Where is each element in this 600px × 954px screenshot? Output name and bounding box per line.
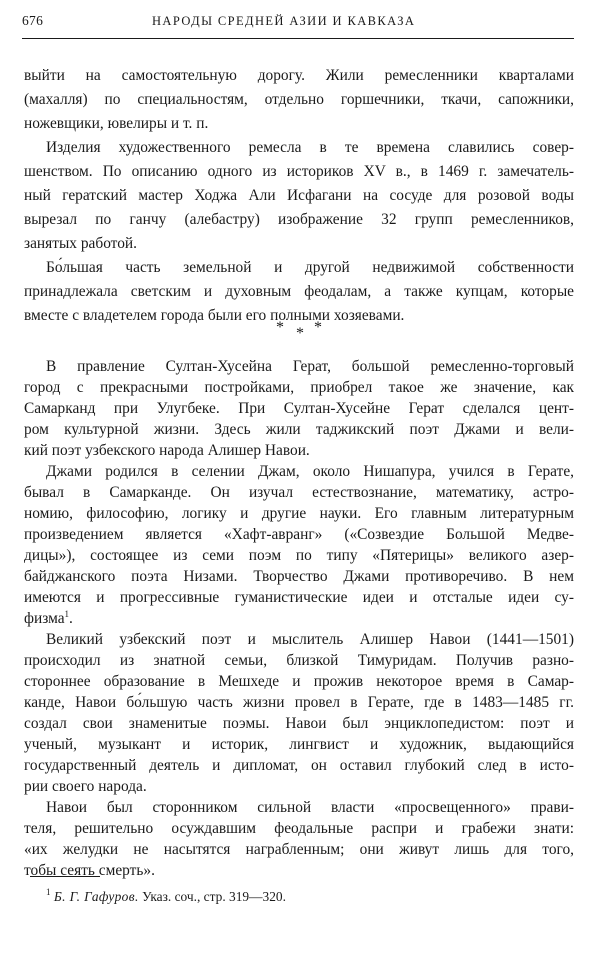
text-line: канде, Навои бо́льшую часть жизни провел в Герате, где в 1483—1485 гг. — [24, 694, 574, 711]
text-line: вместе с владетелем города были его полными хозяевами. — [24, 307, 405, 324]
text-line: Самарканд при Улугбеке. При Султан-Хусейне Герат сделался цент- — [24, 400, 574, 417]
page-number: 676 — [22, 13, 44, 28]
footnote — [46, 888, 286, 906]
text-line: вырезал по ганчу (алебастру) изображение 32 групп ремесленников, — [24, 211, 574, 228]
text-line: ром культурной жизни. Здесь жили таджикский поэт Джами и вели- — [24, 421, 574, 438]
text-line: произведением является «Хафт-авранг» («Созвездие Большой Медве- — [24, 526, 574, 543]
page-header — [22, 10, 574, 32]
text-line: выйти на самостоятельную дорогу. Жили ремесленники кварталами — [24, 67, 574, 84]
running-title: НАРОДЫ СРЕДНЕЙ АЗИИ И КАВКАЗА — [152, 14, 416, 28]
text-line: «их желудки не насытятся награбленным; они живут лишь для того, — [24, 841, 574, 858]
text-line: государственный деятель и дипломат, он оставил глубокий след в исто- — [24, 757, 574, 774]
text-line: принадлежала светским и духовным феодалам, а также купцам, которые — [24, 283, 574, 300]
text-line: номию, философию, логику и другие науки. Его главным литературным — [24, 505, 574, 522]
asterisk: * — [276, 319, 284, 336]
text-line: Навои был сторонником сильной власти «просвещенного» прави- — [46, 799, 574, 816]
text-line: Великий узбекский поэт и мыслитель Алишер Навои (1441—1501) — [46, 631, 574, 648]
footnote-text: Указ. соч., стр. 319—320. — [142, 889, 286, 904]
footnote-ref[interactable]: 1 — [64, 609, 70, 619]
text-line: В правление Султан-Хусейна Герат, большой ремесленно-торговый — [46, 358, 574, 375]
footnote-rule — [30, 876, 100, 877]
text-fragment: физма — [24, 610, 65, 627]
text-line: байджанского поэта Низами. Творчество Джами противоречиво. В нем — [24, 568, 574, 585]
text-line: дицы»), состоящее из семи поэм по типу «Пятерицы» великого азер- — [24, 547, 574, 564]
text-line: рии своего народа. — [24, 778, 147, 795]
text-line: тобы сеять смерть». — [24, 862, 155, 879]
text-line: бывал в Самарканде. Он изучал естествознание, математику, астро- — [24, 484, 574, 501]
text-line: ный гератский мастер Ходжа Али Исфагани на сосуде для розовой воды — [24, 187, 574, 204]
text-line: Изделия художественного ремесла в те времена славились совер- — [46, 139, 574, 156]
text-line: Джами родился в селении Джам, около Нишапура, учился в Герате, — [46, 463, 574, 480]
header-rule — [22, 38, 574, 39]
text-line: (махалля) по специальностям, отдельно горшечники, ткачи, сапожники, — [24, 91, 574, 108]
text-line: кий поэт узбекского народа Алишер Навои. — [24, 442, 310, 459]
text-line: происходил из знатной семьи, близкой Тимуридам. Получив разно- — [24, 652, 574, 669]
text-line: стороннее образование в Мешхеде и прожив некоторое время в Самар- — [24, 673, 574, 690]
text-line: ножевщики, ювелиры и т. п. — [24, 115, 209, 132]
footnote-author: Б. Г. Гафуров. — [53, 889, 139, 904]
text-line: имеются и прогрессивные гуманистические идеи и отсталые идеи су- — [24, 589, 574, 606]
text-line: шенством. По описанию одного из историков XV в., в 1469 г. замечатель- — [24, 163, 574, 180]
text-line: Бо́льшая часть земельной и другой недвижимой собственности — [46, 259, 574, 276]
asterisk: * — [296, 325, 304, 342]
text-line: создал свои знаменитые поэмы. Навои был энциклопедистом: поэт и — [24, 715, 574, 732]
text-line: ученый, музыкант и историк, лингвист и художник, выдающийся — [24, 736, 574, 753]
text-line: теля, решительно осуждавшим феодальные распри и грабежи знати: — [24, 820, 574, 837]
section-separator — [0, 316, 600, 346]
text-line: физма$^1$. — [24, 609, 73, 627]
asterisk: * — [314, 319, 322, 336]
footnote-marker: 1 — [46, 887, 51, 897]
text-line: занятых работой. — [24, 235, 137, 252]
text-line: город с прекрасными постройками, приобрел такое же значение, как — [24, 379, 574, 396]
